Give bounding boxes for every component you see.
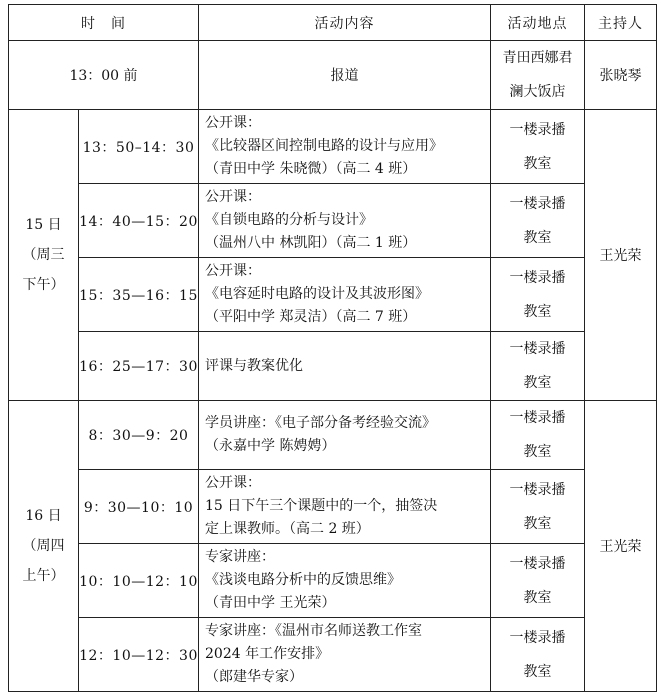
content-line: 公开课： <box>205 115 261 131</box>
content-line: 专家讲座： <box>205 549 275 565</box>
session-location <box>491 110 585 184</box>
schedule-table <box>8 4 657 692</box>
content-line: 评课与教案优化 <box>205 357 303 374</box>
session-content <box>199 258 491 332</box>
day1-host: 王光荣 <box>585 110 657 401</box>
content-line: 《自锁电路的分析与设计》 <box>205 212 373 228</box>
content-line: （青田中学 王光荣） <box>205 595 336 611</box>
location-line: 教室 <box>523 303 552 320</box>
content-line: 《电容延时电路的设计及其波形图》 <box>205 286 429 302</box>
table-row <box>9 470 657 544</box>
location-line: 教室 <box>523 515 552 532</box>
day1-label <box>9 110 79 401</box>
content-line: 2024 年工作安排》 <box>205 646 330 662</box>
location-line: 一楼录播 <box>509 555 566 572</box>
day-line: 上午） <box>22 568 65 584</box>
registration-content: 报道 <box>199 41 491 110</box>
location-line: 教室 <box>523 444 552 460</box>
day2-label <box>9 401 79 692</box>
session-location <box>491 332 585 401</box>
location-line: 教室 <box>523 375 552 391</box>
location-line: 一楼录播 <box>509 410 566 426</box>
content-line: 公开课： <box>205 475 261 491</box>
content-line: 学员讲座：《电子部分备考经验交流》 <box>205 415 436 431</box>
content-line: （永嘉中学 陈娉娉） <box>205 438 336 454</box>
table-row <box>9 110 657 184</box>
location-line: 教室 <box>523 663 552 680</box>
content-line: 定上课教师。（高二 2 班） <box>205 521 370 537</box>
content-line: （青田中学 朱晓微）（高二 4 班） <box>205 161 417 177</box>
content-line: 《比较器区间控制电路的设计与应用》 <box>205 138 443 154</box>
header-content: 活动内容 <box>199 5 491 41</box>
location-line: 一楼录播 <box>509 269 566 286</box>
session-location <box>491 470 585 544</box>
location-line: 教室 <box>523 229 552 246</box>
session-content <box>199 184 491 258</box>
schedule-sheet <box>8 4 656 685</box>
session-time: 16：25—17：30 <box>79 332 199 401</box>
session-content <box>199 401 491 470</box>
session-content <box>199 110 491 184</box>
registration-host: 张晓琴 <box>585 41 657 110</box>
location-line: 一楼录播 <box>509 629 566 646</box>
content-line: 《浅谈电路分析中的反馈思维》 <box>205 572 401 588</box>
day-line: 下午） <box>22 277 65 293</box>
table-row <box>9 401 657 470</box>
session-location <box>491 401 585 470</box>
content-line: 公开课： <box>205 189 261 205</box>
content-line: 15 日下午三个课题中的一个，抽签决 <box>205 498 438 514</box>
session-location <box>491 184 585 258</box>
session-time: 14：40—15：20 <box>79 184 199 258</box>
registration-time: 13：00 前 <box>9 41 199 110</box>
session-content <box>199 544 491 618</box>
location-line: 澜大饭店 <box>509 84 566 100</box>
session-time: 12：10—12：30 <box>79 618 199 692</box>
location-line: 一楼录播 <box>509 121 566 138</box>
location-line: 教室 <box>523 155 552 172</box>
header-host: 主持人 <box>585 5 657 41</box>
day-line: 16 日 <box>25 508 62 524</box>
session-content <box>199 470 491 544</box>
content-line: （郎建华专家） <box>205 669 303 685</box>
registration-row <box>9 41 657 110</box>
session-time: 9：30—10：10 <box>79 470 199 544</box>
content-line: （温州八中 林凯阳）（高二 1 班） <box>205 235 417 251</box>
header-location: 活动地点 <box>491 5 585 41</box>
day2-host: 王光荣 <box>585 401 657 692</box>
session-location <box>491 258 585 332</box>
content-line: （平阳中学 郑灵洁）（高二 7 班） <box>205 309 417 325</box>
session-time: 8：30—9：20 <box>79 401 199 470</box>
session-time: 10：10—12：10 <box>79 544 199 618</box>
location-line: 教室 <box>523 589 552 606</box>
location-line: 一楼录播 <box>509 341 566 357</box>
header-row <box>9 5 657 41</box>
table-row <box>9 332 657 401</box>
table-row <box>9 184 657 258</box>
session-time: 15：35—16：15 <box>79 258 199 332</box>
location-line: 青田西娜君 <box>502 50 573 66</box>
content-line: 公开课： <box>205 263 261 279</box>
table-row <box>9 258 657 332</box>
content-line: 专家讲座：《温州市名师送教工作室 <box>205 623 422 639</box>
session-location <box>491 618 585 692</box>
day-line: （周三 <box>22 247 65 263</box>
location-line: 一楼录播 <box>509 195 566 212</box>
day-line: 15 日 <box>25 217 62 233</box>
session-content <box>199 618 491 692</box>
registration-location <box>491 41 585 110</box>
table-row <box>9 618 657 692</box>
table-row <box>9 544 657 618</box>
session-location <box>491 544 585 618</box>
session-time: 13：50–14：30 <box>79 110 199 184</box>
header-time: 时 间 <box>9 5 199 41</box>
day-line: （周四 <box>22 538 65 554</box>
session-content <box>199 332 491 401</box>
location-line: 一楼录播 <box>509 481 566 498</box>
